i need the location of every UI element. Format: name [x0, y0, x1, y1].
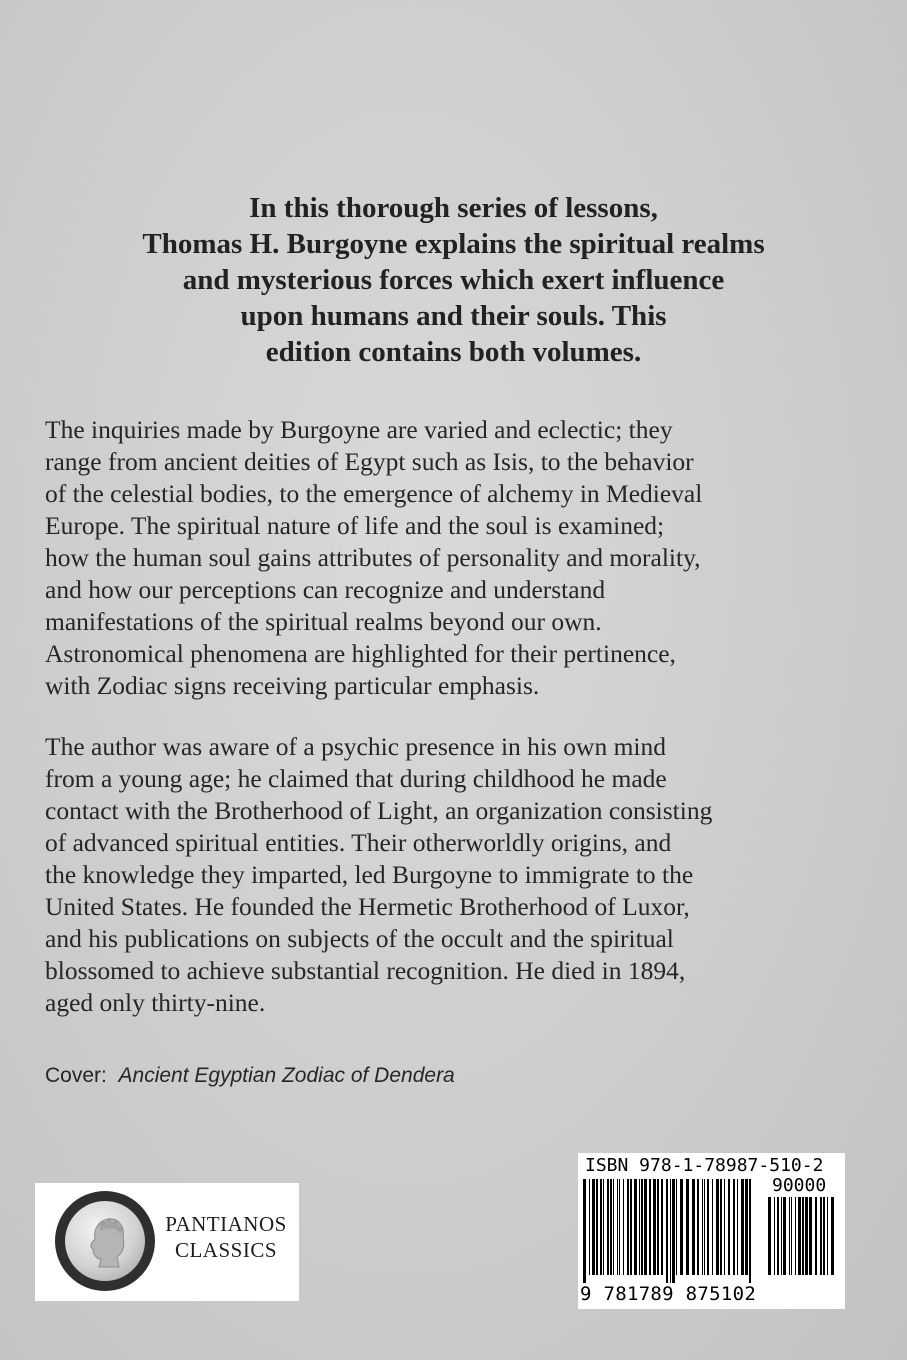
barcode-bar: [741, 1179, 744, 1275]
barcode-bar: [607, 1179, 609, 1275]
barcode-bar: [702, 1179, 703, 1275]
paragraph-line: aged only thirty-nine.: [45, 988, 266, 1017]
barcode-bar: [820, 1197, 822, 1275]
barcode-bar: [823, 1197, 825, 1275]
barcode-bar: [627, 1179, 629, 1275]
barcode-bar: [672, 1179, 675, 1283]
barcode-bar: [583, 1179, 586, 1283]
cover-blurb: [60, 190, 847, 370]
barcode-bar: [781, 1197, 782, 1275]
paragraph-line: United States. He founded the Hermetic Brotherhood of Luxor,: [45, 892, 690, 921]
barcode-bar: [707, 1179, 709, 1275]
barcode-bar: [737, 1179, 738, 1275]
barcode-bar: [749, 1179, 751, 1283]
barcode-bar: [795, 1197, 796, 1275]
publisher-name: [159, 1211, 293, 1263]
barcode-bar: [789, 1197, 790, 1275]
paragraph-line: from a young age; he claimed that during childhood he made: [45, 764, 667, 793]
barcode-bar: [649, 1179, 651, 1275]
barcode-bar: [827, 1197, 828, 1275]
barcode-bar: [777, 1197, 779, 1275]
barcode-bar: [661, 1179, 663, 1275]
publisher-logo: [35, 1183, 299, 1301]
paragraph-line: contact with the Brotherhood of Light, an organization consisting: [45, 796, 713, 825]
paragraph-line: with Zodiac signs receiving particular emphasis.: [45, 671, 540, 700]
barcode-bar: [802, 1197, 804, 1275]
paragraph-line: Astronomical phenomena are highlighted for their pertinence,: [45, 639, 676, 668]
portrait-silhouette: [85, 1215, 129, 1269]
barcode-bar: [670, 1179, 671, 1283]
barcode-bar: [589, 1179, 590, 1275]
barcode-bar: [676, 1179, 677, 1275]
blurb-line: In this thorough series of lessons,: [249, 192, 658, 224]
barcode-bar: [610, 1179, 612, 1275]
barcode-bar: [716, 1179, 719, 1275]
coin-portrait-icon: [55, 1191, 155, 1291]
barcode-bar: [805, 1197, 808, 1275]
publisher-name-line2: CLASSICS: [174, 1238, 278, 1262]
barcode-bar: [831, 1197, 834, 1275]
coin-face: [65, 1201, 145, 1281]
barcode-bar: [783, 1197, 786, 1275]
paragraph-line: of the celestial bodies, to the emergence of alchemy in Medieval: [45, 479, 703, 508]
barcode-bar: [592, 1179, 595, 1275]
barcode-bar: [619, 1179, 620, 1275]
price-code: 90000: [772, 1175, 827, 1196]
barcode-main-bars: [583, 1179, 753, 1283]
barcode-bar: [617, 1179, 618, 1275]
cover-credit-title: Ancient Egyptian Zodiac of Dendera: [118, 1064, 455, 1087]
barcode-bar: [603, 1179, 604, 1275]
barcode-bar: [733, 1179, 735, 1275]
publisher-name-line1: PANTIANOS: [165, 1212, 287, 1236]
barcode-bar: [791, 1197, 792, 1275]
barcode-bar: [815, 1197, 817, 1275]
barcode-bar: [657, 1179, 659, 1275]
barcode-bar: [704, 1179, 705, 1275]
barcode-bar: [639, 1179, 640, 1275]
isbn-number: ISBN 978-1-78987-510-2: [585, 1155, 824, 1176]
barcode-bar: [809, 1197, 812, 1275]
paragraph-line: blossomed to achieve substantial recognition. He died in 1894,: [45, 956, 686, 985]
barcode-bar: [630, 1179, 632, 1275]
description-paragraph-2: [45, 731, 875, 1019]
barcode-bar: [623, 1179, 624, 1275]
blurb-line: Thomas H. Burgoyne explains the spiritual realms: [142, 228, 765, 260]
paragraph-line: The inquiries made by Burgoyne are varied and eclectic; they: [45, 415, 673, 444]
barcode-bar: [686, 1179, 689, 1275]
paragraph-line: how the human soul gains attributes of personality and morality,: [45, 543, 701, 572]
barcode-bar: [644, 1179, 647, 1275]
blurb-line: and mysterious forces which exert influence: [182, 264, 725, 296]
barcode-bar: [600, 1179, 602, 1275]
barcode-bar: [728, 1179, 730, 1275]
barcode-bar: [653, 1179, 656, 1275]
ean-digits: 9 781789 875102: [580, 1283, 757, 1305]
blurb-line: edition contains both volumes.: [265, 336, 642, 368]
barcode-bar: [774, 1197, 775, 1275]
description-paragraph-1: [45, 414, 875, 702]
cover-credit-label: Cover:: [45, 1064, 107, 1087]
barcode-bar: [724, 1179, 725, 1275]
paragraph-line: manifestations of the spiritual realms beyond our own.: [45, 607, 602, 636]
paragraph-line: and how our perceptions can recognize and understand: [45, 575, 606, 604]
barcode-bar: [634, 1179, 637, 1275]
barcode-bar: [745, 1179, 748, 1275]
paragraph-line: of advanced spiritual entities. Their otherworldly origins, and: [45, 828, 672, 857]
barcode-bar: [680, 1179, 683, 1275]
barcode-bar: [712, 1179, 713, 1275]
barcode-bar: [596, 1179, 598, 1275]
isbn-barcode: [578, 1153, 845, 1309]
barcode-bar: [697, 1179, 699, 1275]
barcode-bar: [720, 1179, 722, 1275]
barcode-bar: [666, 1179, 668, 1283]
barcode-addon-bars: [768, 1197, 836, 1283]
paragraph-line: Europe. The spiritual nature of life and the soul is examined;: [45, 511, 665, 540]
barcode-bar: [641, 1179, 643, 1275]
barcode-bar: [692, 1179, 695, 1275]
blurb-line: upon humans and their souls. This: [240, 300, 667, 332]
paragraph-line: the knowledge they imparted, led Burgoyne to immigrate to the: [45, 860, 694, 889]
barcode-bar: [768, 1197, 771, 1275]
paragraph-line: The author was aware of a psychic presence in his own mind: [45, 732, 667, 761]
cover-credit: [45, 1064, 455, 1088]
paragraph-line: range from ancient deities of Egypt such as Isis, to the behavior: [45, 447, 694, 476]
paragraph-line: and his publications on subjects of the occult and the spiritual: [45, 924, 674, 953]
barcode-bar: [613, 1179, 614, 1275]
barcode-bar: [798, 1197, 801, 1275]
